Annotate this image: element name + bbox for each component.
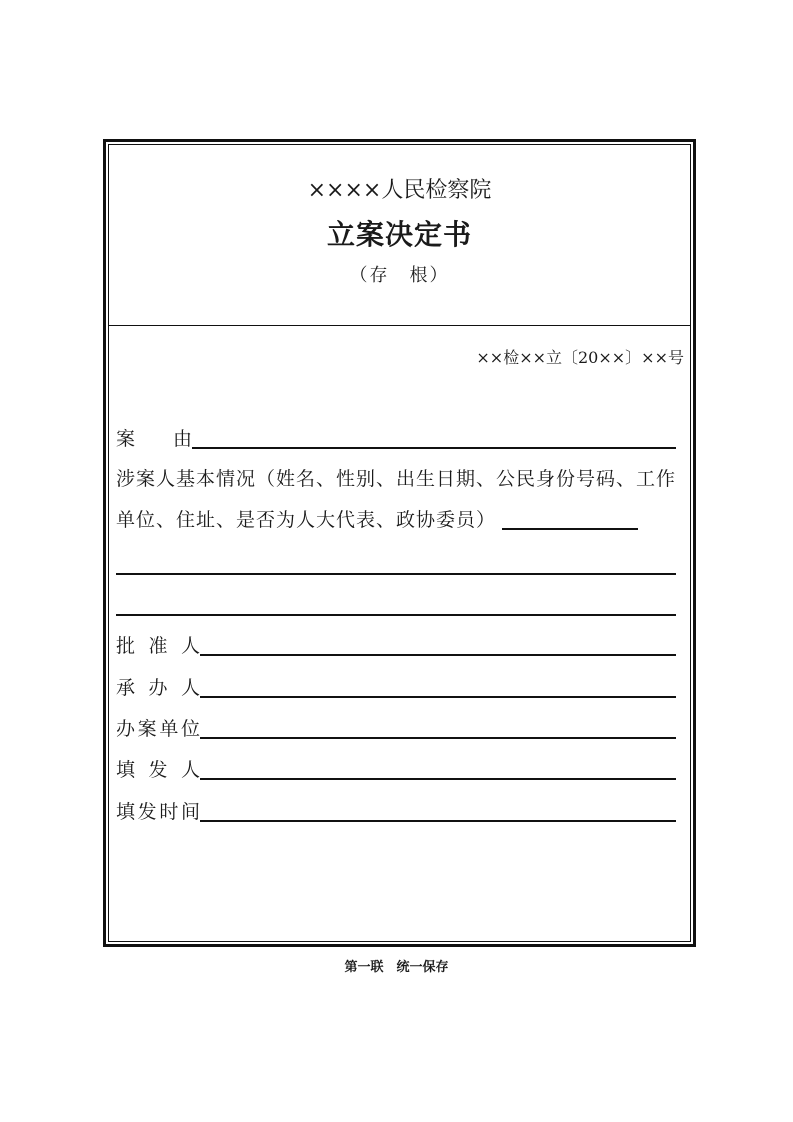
issue-time-field: [116, 799, 676, 825]
involved-person-text: 涉案人基本情况（姓名、性别、出生日期、公民身份号码、工作单位、住址、是否为人大代表、政协委员）: [116, 468, 677, 531]
handler-label: 承 办 人: [116, 677, 200, 699]
involved-person-line-2[interactable]: [116, 573, 676, 575]
handler-line[interactable]: [200, 676, 676, 698]
handling-unit-label: 办案单位: [116, 718, 200, 740]
issuer-field: [116, 757, 676, 783]
case-reason-line[interactable]: [192, 427, 676, 449]
copy-note: 第一联 统一保存: [344, 960, 449, 975]
case-reason-label: 案 由: [116, 428, 193, 450]
issue-time-line[interactable]: [200, 800, 676, 822]
handling-unit-line[interactable]: [200, 717, 676, 739]
issuer-label: 填 发 人: [116, 759, 200, 781]
case-number: ××检××立〔20××〕××号: [476, 348, 684, 367]
approver-field: [116, 633, 676, 659]
approver-label: 批 准 人: [116, 635, 200, 657]
approver-line[interactable]: [200, 634, 676, 656]
handler-field: [116, 675, 676, 701]
document-frame: [103, 139, 696, 947]
involved-person-line-3[interactable]: [116, 614, 676, 616]
involved-person-block: [116, 459, 678, 541]
org-name: ××××人民检察院: [307, 178, 492, 203]
document-subtitle: （存 根）: [349, 265, 450, 286]
document-header: [109, 145, 690, 326]
handling-unit-field: [116, 716, 676, 742]
involved-person-line[interactable]: [502, 508, 638, 530]
document-title: 立案决定书: [326, 218, 472, 251]
issue-time-label: 填发时间: [116, 801, 200, 823]
issuer-line[interactable]: [200, 758, 676, 780]
case-reason-field: [116, 426, 676, 452]
document-inner-border: [108, 144, 691, 942]
